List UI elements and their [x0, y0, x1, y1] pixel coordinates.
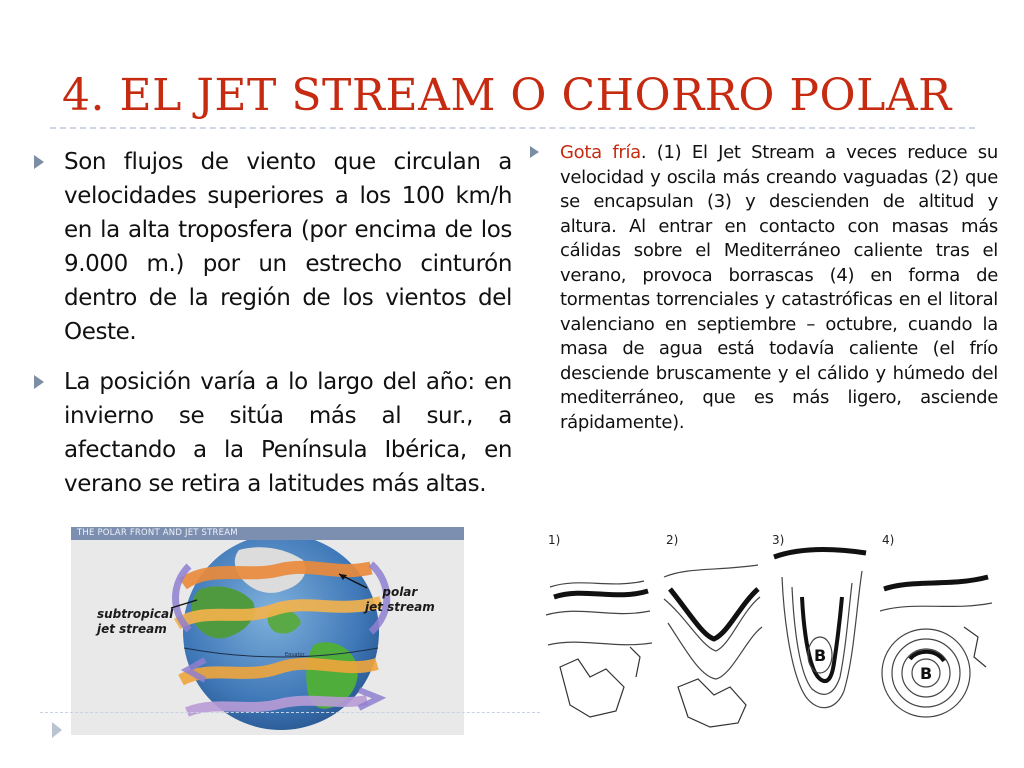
- figure-header: THE POLAR FRONT AND JET STREAM: [71, 527, 464, 540]
- right-column: [530, 141, 998, 435]
- map-panel-label: 2): [666, 533, 679, 547]
- low-pressure-label: B: [814, 646, 827, 665]
- bullet-text: Son flujos de viento que circulan a velocidades superiores a los 100 km/h en la alta troposfera (por encima de los 9.000 m.) por un estrecho cinturón dentro de la región de los vientos del Oeste.: [64, 149, 512, 345]
- triangle-bullet-icon: [34, 155, 44, 169]
- bullet-item: [34, 365, 512, 501]
- map-panel-label: 4): [882, 533, 895, 547]
- globe-illustration: [71, 540, 464, 735]
- triangle-bullet-icon: [34, 375, 44, 389]
- jet-stream-globe-figure: [71, 527, 464, 735]
- bullet-text: La posición varía a lo largo del año: en invierno se sitúa más al sur., a afectando a la Península Ibérica, en verano se retira a latitudes más altas.: [64, 369, 512, 497]
- equator-label: Equator: [285, 652, 305, 658]
- map-panel-label: 1): [548, 533, 561, 547]
- gota-fria-term: Gota fría: [560, 142, 641, 163]
- bullet-item: [34, 145, 512, 349]
- map-panel-label: 3): [772, 533, 785, 547]
- map-panel-2: [658, 527, 766, 735]
- gota-fria-description: . (1) El Jet Stream a veces reduce su velocidad y oscila más creando vaguadas (2) que se encapsulan (3) y descienden de altitud y altura. Al entrar en contacto con masas más cálidas sobre el Mediterráneo caliente tras el verano, provoca borrascas (4) en forma de tormentas torrenciales y catastróficas en el litoral valenciano en septiembre – octubre, cuando la masa de agua está todavía caliente (el frío desciende bruscamente y el cálido y húmedo del mediterráneo, que es más ligero, asciende rápidamente).: [560, 142, 998, 433]
- bullet-item: [530, 141, 998, 435]
- bottom-divider: [40, 712, 540, 713]
- triangle-bullet-icon: [530, 146, 539, 158]
- map-panel-1: [540, 527, 658, 735]
- cut-off-low-maps: [540, 527, 1020, 735]
- low-pressure-label: B: [920, 664, 933, 683]
- polar-jet-label: polar jet stream: [365, 585, 435, 614]
- left-column: [34, 145, 512, 501]
- subtropical-jet-label: subtropical jet stream: [97, 607, 174, 636]
- title-divider: [50, 127, 975, 129]
- map-sketch: [766, 527, 874, 735]
- slide-title: 4. EL JET STREAM O CHORRO POLAR: [62, 70, 952, 121]
- next-slide-arrow-icon[interactable]: [52, 722, 62, 738]
- map-sketch: [874, 527, 996, 735]
- map-panel-4: [874, 527, 996, 735]
- map-panel-3: [766, 527, 874, 735]
- map-sketch: [658, 527, 766, 735]
- gota-fria-paragraph: [560, 141, 998, 435]
- map-sketch: [540, 527, 658, 735]
